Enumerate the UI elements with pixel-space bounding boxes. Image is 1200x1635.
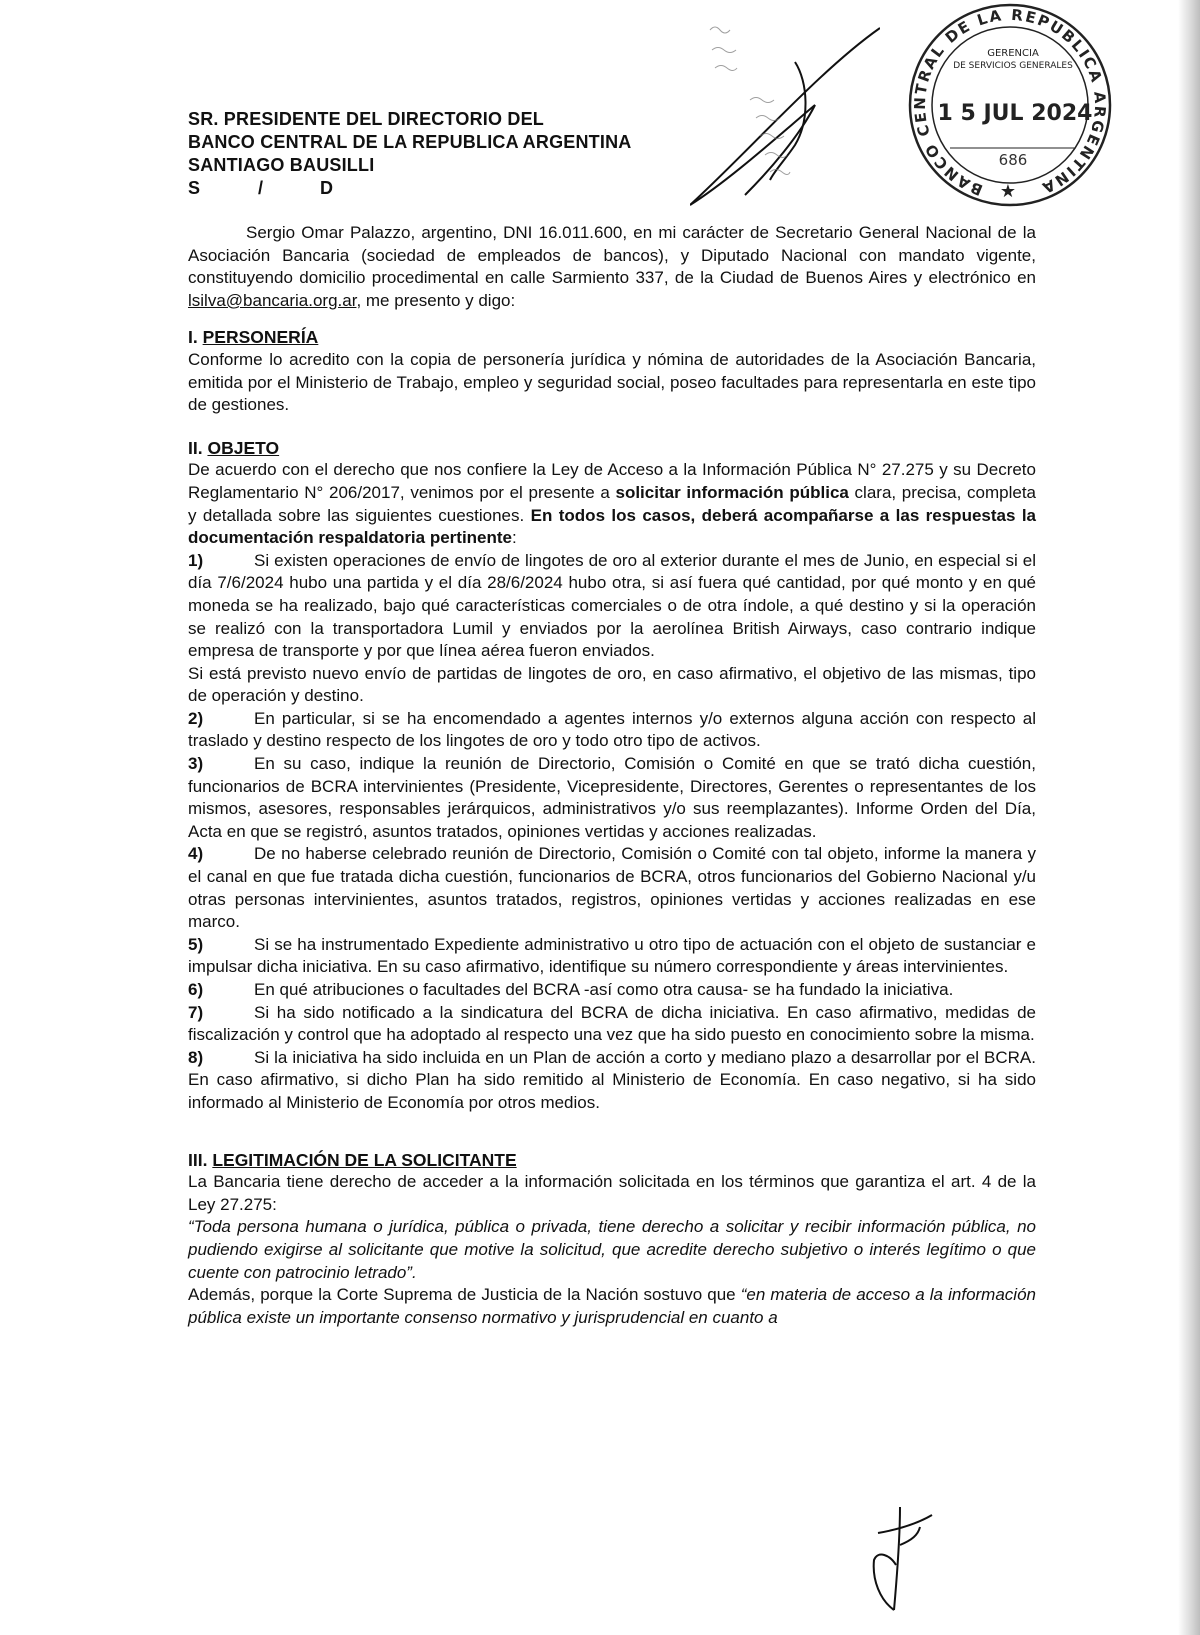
stamp-star-icon: ★ bbox=[999, 181, 1017, 201]
item-text: Si está previsto nuevo envío de partidas de lingotes de oro, en caso afirmativo, el objetivo de las mismas, tipo de operación y destino. bbox=[188, 663, 1036, 706]
item-number: 1) bbox=[188, 550, 204, 570]
section-2-text bbox=[188, 459, 1036, 549]
list-item bbox=[188, 979, 1036, 1002]
item-number: 5) bbox=[188, 934, 204, 954]
item-text: Si existen operaciones de envío de lingotes de oro al exterior durante el mes de Junio, en especial si el día 7/6/2024 hubo una partida y el día 28/6/2024 hubo otra, si así fuera qué cantidad, por qué monto y en qué moneda se ha realizado, bajo qué características comerciales o de otra índole, a qué destino y si la operación se realizó con la transportadora Lumil y enviados por la aerolínea British Airways, caso contrario indique empresa de transporte y por que línea aérea fueron enviados. bbox=[188, 550, 1036, 661]
intro-paragraph bbox=[188, 222, 1036, 312]
list-item bbox=[188, 843, 1036, 933]
stamp-ring-text: BANCO CENTRAL DE LA REPUBLICA ARGENTINA bbox=[910, 5, 1110, 200]
sd-line bbox=[188, 177, 631, 200]
sd-d: D bbox=[320, 178, 334, 198]
item-text: Si ha sido notificado a la sindicatura del BCRA de dicha iniciativa. En caso afirmativo, medidas de fiscalización y control que ha adoptado al respecto una vez que ha sido puesto en conocimiento sobre la misma. bbox=[188, 1002, 1036, 1045]
handwritten-signature bbox=[860, 1505, 940, 1615]
list-item bbox=[188, 753, 1036, 843]
email-link[interactable]: lsilva@bancaria.org.ar bbox=[188, 290, 357, 310]
list-item bbox=[188, 1002, 1036, 1047]
item-number: 7) bbox=[188, 1002, 204, 1022]
list-item bbox=[188, 708, 1036, 753]
sd-s: S bbox=[188, 178, 201, 198]
section-2-title bbox=[188, 437, 1036, 460]
section-1-text: Conforme lo acredito con la copia de personería jurídica y nómina de autoridades de la Asociación Bancaria, emitida por el Ministerio de Trabajo, empleo y seguridad social, poseo facultades para representarla en este tipo de gestiones. bbox=[188, 349, 1036, 415]
section-3-final bbox=[188, 1284, 1036, 1329]
item-number: 3) bbox=[188, 754, 204, 774]
item-text: Si la iniciativa ha sido incluida en un Plan de acción a corto y mediano plazo a desarrollar por el BCRA. En caso afirmativo, si dicho Plan ha sido remitido al Ministerio de Economía. En caso negativo, si ha sido informado al Ministerio de Economía por otros medios. bbox=[188, 1047, 1036, 1112]
section-2-text-b: solicitar información pública bbox=[615, 482, 849, 502]
section-2-text-c: clara, precisa, completa y detallada sobre las siguientes cuestiones. bbox=[188, 482, 1036, 525]
stamp-date: 1 5 JUL 2024 bbox=[937, 101, 1093, 126]
item-number: 6) bbox=[188, 980, 204, 999]
item-number: 2) bbox=[188, 708, 204, 728]
handwritten-annotation bbox=[690, 10, 880, 210]
item-number: 8) bbox=[188, 1047, 204, 1067]
item-text: Si se ha instrumentado Expediente administrativo u otro tipo de actuación con el objeto de sustanciar e impulsar dicha iniciativa. En su caso afirmativo, identifique su número correspondiente y áreas intervinientes. bbox=[188, 934, 1036, 977]
page-edge-shadow bbox=[1178, 0, 1200, 1635]
section-3-number: III. bbox=[188, 1149, 208, 1170]
section-1-title bbox=[188, 326, 1036, 349]
law-quote: “Toda persona humana o jurídica, pública o privada, tiene derecho a solicitar y recibir información pública, no pudiendo exigirse al solicitante que motive la solicitud, que acredite derecho subjetivo o interés legítimo o que cuente con patrocinio letrado”. bbox=[188, 1217, 1036, 1282]
addressee-line-3: SANTIAGO BAUSILLI bbox=[188, 155, 375, 175]
addressee-line-2: BANCO CENTRAL DE LA REPUBLICA ARGENTINA bbox=[188, 132, 632, 152]
bcra-reception-stamp bbox=[905, 0, 1115, 210]
stamp-dept-line2: DE SERVICIOS GENERALES bbox=[953, 61, 1073, 71]
list-item bbox=[188, 550, 1036, 663]
letter-body bbox=[188, 222, 1036, 1329]
list-item bbox=[188, 934, 1036, 979]
section-3-final-a: Además, porque la Corte Suprema de Justicia de la Nación sostuvo que bbox=[188, 1285, 741, 1305]
section-2-text-e: : bbox=[512, 528, 517, 548]
item-text: En qué atribuciones o facultades del BCRA -así como otra causa- se ha fundado la iniciativa. bbox=[254, 980, 954, 999]
section-1-number: I. bbox=[188, 327, 198, 348]
addressee-block bbox=[188, 108, 631, 200]
section-3-title bbox=[188, 1149, 1036, 1172]
section-3-name: LEGITIMACIÓN DE LA SOLICITANTE bbox=[212, 1149, 517, 1170]
section-1-name: PERSONERÍA bbox=[202, 327, 319, 348]
section-2-text-d: En todos los casos, deberá acompañarse a las respuestas la documentación respaldatoria pertinente bbox=[188, 505, 1036, 548]
list-item bbox=[188, 1047, 1036, 1115]
stamp-dept-line1: GERENCIA bbox=[987, 48, 1039, 59]
item-text: De no haberse celebrado reunión de Directorio, Comisión o Comité con tal objeto, informe la manera y el canal en que fue tratada dicha cuestión, funcionarios de BCRA, otros funcionarios del Gobierno Nacional y/u otras personas intervinientes, asuntos tratados, registros, opiniones vertidas y acciones realizadas en ese marco. bbox=[188, 844, 1036, 932]
intro-text: Sergio Omar Palazzo, argentino, DNI 16.011.600, en mi carácter de Secretario General Nacional de la Asociación Bancaria (sociedad de empleados de bancos), y Diputado Nacional con mandato vigente, constituyendo domicilio procedimental en calle Sarmiento 337, de la Ciudad de Buenos Aires y electrónico en bbox=[188, 223, 1036, 288]
item-text: En particular, si se ha encomendado a agentes internos y/o externos alguna acción con respecto al traslado y destino respecto de los lingotes de oro y todo otro tipo de activos. bbox=[188, 708, 1036, 751]
addressee-line-1: SR. PRESIDENTE DEL DIRECTORIO DEL bbox=[188, 109, 544, 129]
court-quote: “en materia de acceso a la información pública existe un importante consenso normativo y jurisprudencial en cuanto a bbox=[188, 1285, 1036, 1327]
section-2-name: OBJETO bbox=[207, 437, 280, 458]
section-3-text: La Bancaria tiene derecho de acceder a la información solicitada en los términos que garantiza el art. 4 de la Ley 27.275: bbox=[188, 1172, 1036, 1214]
item-number: 4) bbox=[188, 844, 204, 864]
sd-slash: / bbox=[258, 178, 264, 198]
list-item bbox=[188, 663, 1036, 708]
section-2-text-a: De acuerdo con el derecho que nos confiere la Ley de Acceso a la Información Pública N° 27.275 y su Decreto Reglamentario N° 206/2017, venimos por el presente a bbox=[188, 460, 1036, 502]
item-text: En su caso, indique la reunión de Directorio, Comisión o Comité en que se trató dicha cuestión, funcionarios de BCRA intervinientes (Presidente, Vicepresidente, Directores, Gerentes o representantes de los mismos, asesores, responsables jerárquicos, administrativos y/o sus reemplazantes). Informe Orden del Día, Acta en que se registró, asuntos tratados, opiniones vertidas y acciones realizadas. bbox=[188, 754, 1036, 841]
stamp-number: 686 bbox=[998, 151, 1028, 169]
intro-text-end: , me presento y digo: bbox=[356, 290, 516, 310]
section-2-number: II. bbox=[188, 437, 203, 458]
